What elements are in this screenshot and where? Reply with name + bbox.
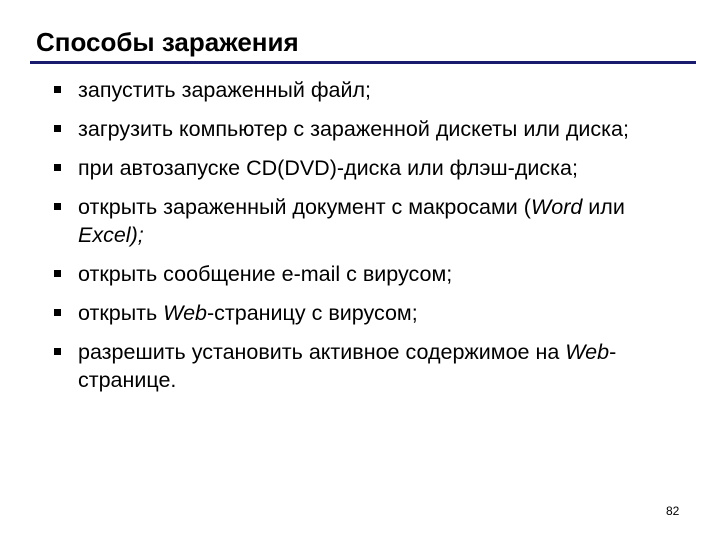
bullet-text-italic: Web bbox=[565, 340, 610, 364]
bullet-item bbox=[52, 193, 692, 249]
bullet-text bbox=[78, 262, 452, 286]
bullet-text-part: открыть сообщение e-mail с вирусом; bbox=[78, 262, 453, 286]
slide-title: Способы заражения bbox=[36, 27, 299, 57]
bullet-item bbox=[52, 299, 692, 327]
square-bullet-icon bbox=[54, 203, 61, 210]
bullet-text-part: ); bbox=[130, 223, 144, 247]
page-number: 82 bbox=[666, 504, 680, 518]
bullet-text-italic: Word bbox=[530, 195, 583, 219]
square-bullet-icon bbox=[54, 309, 61, 316]
bullet-text bbox=[78, 301, 418, 325]
bullet-text bbox=[78, 195, 625, 247]
square-bullet-icon bbox=[54, 125, 61, 132]
bullet-text-part: открыть зараженный документ с макросами ( bbox=[78, 195, 531, 219]
bullet-text-part: разрешить установить активное содержимое на bbox=[78, 340, 566, 364]
bullet-item bbox=[52, 338, 692, 394]
bullet-text-part: открыть bbox=[78, 301, 164, 325]
bullet-text-part: при автозапуске CD(DVD)-диска или флэш-диска; bbox=[78, 156, 578, 180]
square-bullet-icon bbox=[54, 86, 61, 93]
bullet-text-italic: Web bbox=[163, 301, 207, 325]
title-divider bbox=[30, 61, 696, 64]
bullet-text bbox=[78, 156, 578, 180]
bullet-text bbox=[78, 340, 616, 392]
bullet-item bbox=[52, 260, 692, 288]
bullet-text-part: запустить зараженный файл; bbox=[78, 78, 372, 102]
bullet-text bbox=[78, 78, 371, 102]
bullet-text-part: -страницу с вирусом; bbox=[207, 301, 418, 325]
bullet-item bbox=[52, 154, 692, 182]
square-bullet-icon bbox=[54, 164, 61, 171]
bullet-item bbox=[52, 115, 692, 143]
bullet-item bbox=[52, 76, 692, 104]
bullet-text bbox=[78, 117, 629, 141]
square-bullet-icon bbox=[54, 270, 61, 277]
square-bullet-icon bbox=[54, 348, 61, 355]
bullet-text-part: загрузить компьютер с зараженной дискеты или диска; bbox=[78, 117, 629, 141]
bullet-list bbox=[52, 76, 692, 405]
bullet-text-italic: Excel bbox=[78, 223, 131, 247]
bullet-text-part: -странице. bbox=[78, 340, 617, 392]
bullet-text-part: или bbox=[582, 195, 625, 219]
